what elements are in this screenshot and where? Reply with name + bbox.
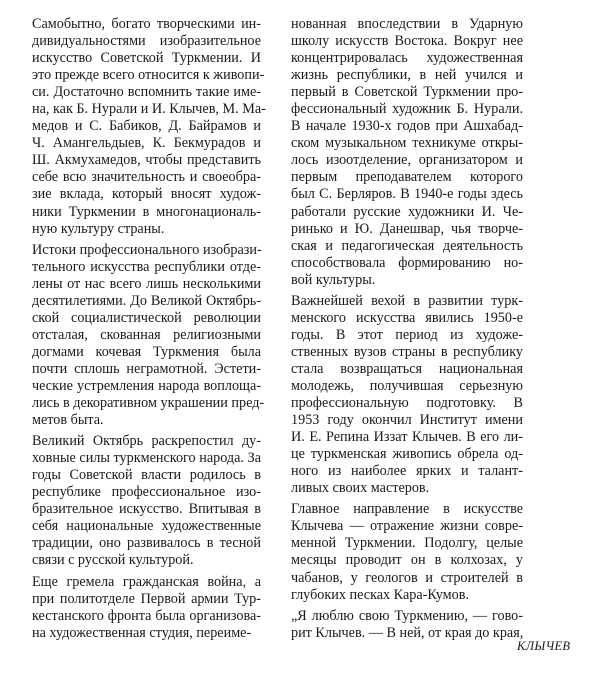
text-line: десятилетиями. До Великой Октябрь- <box>32 292 261 309</box>
text-line: Клычева — отражение жизни совре- <box>291 518 523 535</box>
text-line: В начале 1930-х годов при Ашхабад- <box>291 118 523 135</box>
text-line: Великий Октябрь раскрепостил ду- <box>32 433 261 450</box>
text-line: месяцы проводит он в колхозах, у <box>291 552 523 569</box>
text-line: стала возвращаться национальная <box>291 360 523 377</box>
text-line: республике профессиональное изо- <box>32 484 261 501</box>
text-line: на художественная студия, переиме- <box>32 624 252 641</box>
text-line: ховные силы туркменского народа. За <box>32 450 261 467</box>
text-line: дивидуальностями изобразительное <box>32 33 261 50</box>
text-line: ской социалистической революции <box>32 309 261 326</box>
running-footer: КЛЫЧЕВ <box>517 639 571 653</box>
text-line: ного из наиболее ярких и талант- <box>291 463 523 480</box>
text-line: догмами кочевая Туркмения была <box>32 343 261 360</box>
paragraph <box>291 501 523 603</box>
right-column <box>291 16 523 646</box>
text-line: ную культуру страны. <box>32 220 165 237</box>
text-line: себе всю значительность и своеобра- <box>32 169 261 186</box>
text-line: почти сплошь неграмотной. Эстети- <box>32 360 261 377</box>
text-line: связи с русской культурой. <box>32 552 194 569</box>
text-line: ники Туркмении в многонациональ- <box>32 203 261 220</box>
paragraph <box>32 574 261 642</box>
paragraph <box>291 608 523 642</box>
paragraph <box>291 16 523 289</box>
text-line: 1953 году окончил Институт имени <box>291 412 523 429</box>
text-line: фессиональный художник Б. Нурали. <box>291 101 523 118</box>
paragraph <box>32 16 266 238</box>
left-column <box>32 16 266 646</box>
text-line: рит Клычев. — В ней, от края до края, <box>291 624 524 641</box>
text-line: Самобытно, богато творческими ин- <box>32 16 261 32</box>
text-line: бразительное искусство. Впитывая в <box>32 501 261 518</box>
text-line: Ш. Акмухамедов, чтобы представить <box>32 152 261 169</box>
text-line: лись в декоративном украшении пред- <box>32 395 265 412</box>
text-line: первым преподавателем которого <box>291 169 523 186</box>
text-line: был С. Берляров. В 1940-е годы здесь <box>291 186 523 203</box>
text-line: на, как Б. Нурали и И. Клычев, М. Ма- <box>32 101 266 118</box>
paragraph <box>32 433 261 569</box>
text-line: Важнейшей вехой в развитии турк- <box>291 292 523 309</box>
text-line: менной Туркмении. Подолгу, целые <box>291 535 523 552</box>
text-line: И. Е. Репина Иззат Клычев. В его ли- <box>291 429 523 446</box>
text-line: „Я люблю свою Туркмению, — гово- <box>291 607 523 624</box>
text-line: Еще гремела гражданская война, а <box>32 573 261 590</box>
text-line: профессиональную подготовку. В <box>291 395 523 412</box>
text-line: менского искусства явились 1950-е <box>291 309 523 326</box>
text-line: концентрировалась художественная <box>291 50 523 67</box>
text-line: при политотделе Первой армии Тур- <box>32 590 261 607</box>
text-line: ском музыкальном техникуме откры- <box>291 135 523 152</box>
text-line: жизнь республики, в ней учился и <box>291 67 523 84</box>
text-line: тельного искусства республики отде- <box>32 258 261 275</box>
text-line: метов быта. <box>32 412 104 429</box>
text-line: це туркменская живопись обрела од- <box>291 446 523 463</box>
text-line: медов и С. Бабиков, Д. Байрамов и <box>32 118 261 135</box>
text-line: си. Достаточно вспомнить такие име- <box>32 84 261 101</box>
text-line: лось изоотделение, организатором и <box>291 152 523 169</box>
text-line: ливых своих мастеров. <box>291 480 430 497</box>
text-line: годы Советской власти родилось в <box>32 467 261 484</box>
text-line: лены от нас всего лишь несколькими <box>32 275 261 292</box>
text-line: вой культуры. <box>291 271 376 288</box>
text-line: Истоки профессионального изобрази- <box>32 241 262 258</box>
paragraph <box>291 293 523 498</box>
text-line: традиции, оно развивалось в тесной <box>32 535 261 552</box>
text-line: зие вклада, который вносят худож- <box>32 186 261 203</box>
text-line: ческие устремления народа воплоща- <box>32 377 261 394</box>
text-line: искусство Советской Туркмении. И <box>32 50 261 67</box>
text-line: отсталая, скованная религиозными <box>32 326 261 343</box>
text-line: нованная впоследствии в Ударную <box>291 16 523 32</box>
text-line: первый в Советской Туркмении про- <box>291 84 523 101</box>
text-line: это прежде всего относится к живопи- <box>32 67 265 84</box>
text-line: ринько и Ю. Данешвар, чья творче- <box>291 220 523 237</box>
text-line: Ч. Амангельдыев, К. Бекмурадов и <box>32 135 261 152</box>
paragraph <box>32 241 265 430</box>
text-line: кестанского фронта была организова- <box>32 607 261 624</box>
text-line: чабанов, у геологов и строителей в <box>291 569 523 586</box>
text-line: годы. В этот период из художе- <box>291 326 523 343</box>
text-line: способствовала формированию но- <box>291 254 523 271</box>
text-line: себя национальные художественные <box>32 518 261 535</box>
text-line: работали русские художники И. Че- <box>291 203 523 220</box>
text-line: ская и педагогическая деятельность <box>291 237 523 254</box>
text-line: молодежь, получившая серьезную <box>291 377 523 394</box>
text-line: глубоких песках Кара-Кумов. <box>291 586 469 603</box>
text-line: школу искусств Востока. Вокруг нее <box>291 33 523 50</box>
text-line: ственных вузов страны в республику <box>291 343 523 360</box>
text-line: Главное направление в искусстве <box>291 501 523 518</box>
